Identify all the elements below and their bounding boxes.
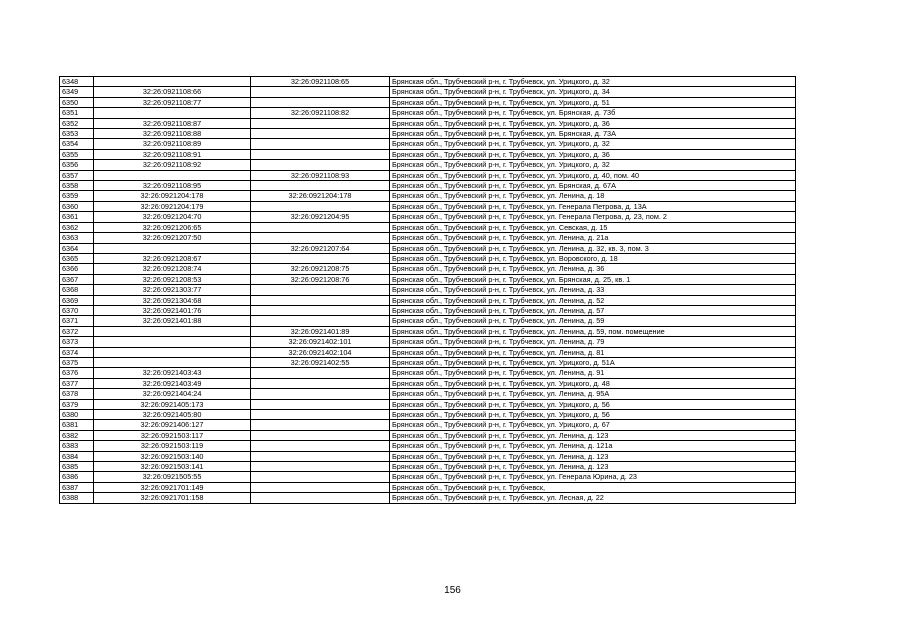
row-number-cell: 6380 <box>60 410 94 420</box>
table-row <box>60 181 796 191</box>
building-cadastral-cell <box>251 368 390 378</box>
building-cadastral-cell <box>251 316 390 326</box>
building-cadastral-cell <box>251 139 390 149</box>
address-cell: Брянская обл., Трубчевский р-н, г. Трубчевск, <box>390 482 796 492</box>
land-cadastral-cell: 32:26:0921206:65 <box>94 222 251 232</box>
address-cell: Брянская обл., Трубчевский р-н, г. Трубчевск, ул. Урицкого, д. 56 <box>390 410 796 420</box>
row-number-cell: 6353 <box>60 129 94 139</box>
table-row <box>60 389 796 399</box>
land-cadastral-cell: 32:26:0921405:80 <box>94 410 251 420</box>
address-cell: Брянская обл., Трубчевский р-н, г. Трубчевск, ул. Ленина, д. 52 <box>390 295 796 305</box>
table-row <box>60 285 796 295</box>
row-number-cell: 6374 <box>60 347 94 357</box>
building-cadastral-cell: 32:26:0921108:65 <box>251 77 390 87</box>
land-cadastral-cell: 32:26:0921108:88 <box>94 129 251 139</box>
row-number-cell: 6367 <box>60 274 94 284</box>
row-number-cell: 6373 <box>60 337 94 347</box>
row-number-cell: 6377 <box>60 378 94 388</box>
table-row <box>60 97 796 107</box>
building-cadastral-cell <box>251 420 390 430</box>
row-number-cell: 6375 <box>60 357 94 367</box>
land-cadastral-cell: 32:26:0921505:55 <box>94 472 251 482</box>
row-number-cell: 6364 <box>60 243 94 253</box>
land-cadastral-cell: 32:26:0921503:141 <box>94 462 251 472</box>
table-row <box>60 357 796 367</box>
land-cadastral-cell: 32:26:0921304:68 <box>94 295 251 305</box>
table-row <box>60 420 796 430</box>
building-cadastral-cell: 32:26:0921204:178 <box>251 191 390 201</box>
land-cadastral-cell: 32:26:0921404:24 <box>94 389 251 399</box>
row-number-cell: 6379 <box>60 399 94 409</box>
address-cell: Брянская обл., Трубчевский р-н, г. Трубчевск, ул. Урицкого, д. 36 <box>390 149 796 159</box>
row-number-cell: 6356 <box>60 160 94 170</box>
building-cadastral-cell <box>251 493 390 503</box>
land-cadastral-cell: 32:26:0921701:158 <box>94 493 251 503</box>
land-cadastral-cell: 32:26:0921108:92 <box>94 160 251 170</box>
address-cell: Брянская обл., Трубчевский р-н, г. Трубчевск, ул. Ленина, д. 91 <box>390 368 796 378</box>
address-cell: Брянская обл., Трубчевский р-н, г. Трубчевск, ул. Ленина, д. 18 <box>390 191 796 201</box>
building-cadastral-cell <box>251 253 390 263</box>
address-cell: Брянская обл., Трубчевский р-н, г. Трубчевск, ул. Ленина, д. 81 <box>390 347 796 357</box>
address-cell: Брянская обл., Трубчевский р-н, г. Трубчевск, ул. Ленина, д. 57 <box>390 305 796 315</box>
address-cell: Брянская обл., Трубчевский р-н, г. Трубчевск, ул. Лесная, д. 22 <box>390 493 796 503</box>
address-cell: Брянская обл., Трубчевский р-н, г. Трубчевск, ул. Ленина, д. 36 <box>390 264 796 274</box>
row-number-cell: 6348 <box>60 77 94 87</box>
table-row <box>60 378 796 388</box>
table-row <box>60 337 796 347</box>
address-cell: Брянская обл., Трубчевский р-н, г. Трубчевск, ул. Урицкого, д. 32 <box>390 139 796 149</box>
building-cadastral-cell <box>251 399 390 409</box>
land-cadastral-cell: 32:26:0921208:67 <box>94 253 251 263</box>
building-cadastral-cell <box>251 430 390 440</box>
page-number: 156 <box>444 585 461 596</box>
row-number-cell: 6381 <box>60 420 94 430</box>
row-number-cell: 6359 <box>60 191 94 201</box>
row-number-cell: 6372 <box>60 326 94 336</box>
row-number-cell: 6382 <box>60 430 94 440</box>
table-row <box>60 264 796 274</box>
land-cadastral-cell: 32:26:0921204:178 <box>94 191 251 201</box>
table-row <box>60 191 796 201</box>
table-row <box>60 347 796 357</box>
land-cadastral-cell: 32:26:0921701:149 <box>94 482 251 492</box>
table-row <box>60 212 796 222</box>
row-number-cell: 6388 <box>60 493 94 503</box>
building-cadastral-cell <box>251 451 390 461</box>
address-cell: Брянская обл., Трубчевский р-н, г. Трубчевск, ул. Урицкого, д. 32 <box>390 77 796 87</box>
land-cadastral-cell: 32:26:0921208:74 <box>94 264 251 274</box>
row-number-cell: 6384 <box>60 451 94 461</box>
table-row <box>60 139 796 149</box>
land-cadastral-cell: 32:26:0921108:66 <box>94 87 251 97</box>
address-cell: Брянская обл., Трубчевский р-н, г. Трубчевск, ул. Урицкого, д. 56 <box>390 399 796 409</box>
table-row <box>60 87 796 97</box>
row-number-cell: 6386 <box>60 472 94 482</box>
land-cadastral-cell <box>94 357 251 367</box>
table-row <box>60 253 796 263</box>
registry-table <box>59 76 796 504</box>
land-cadastral-cell: 32:26:0921403:49 <box>94 378 251 388</box>
land-cadastral-cell <box>94 170 251 180</box>
table-row <box>60 316 796 326</box>
building-cadastral-cell <box>251 410 390 420</box>
building-cadastral-cell <box>251 160 390 170</box>
address-cell: Брянская обл., Трубчевский р-н, г. Трубчевск, ул. Ленина, д. 79 <box>390 337 796 347</box>
table-row <box>60 326 796 336</box>
row-number-cell: 6355 <box>60 149 94 159</box>
land-cadastral-cell <box>94 337 251 347</box>
address-cell: Брянская обл., Трубчевский р-н, г. Трубчевск, ул. Ленина, д. 95А <box>390 389 796 399</box>
land-cadastral-cell <box>94 77 251 87</box>
address-cell: Брянская обл., Трубчевский р-н, г. Трубчевск, ул. Урицкого, д. 36 <box>390 118 796 128</box>
table-row <box>60 462 796 472</box>
row-number-cell: 6362 <box>60 222 94 232</box>
table-row <box>60 170 796 180</box>
row-number-cell: 6354 <box>60 139 94 149</box>
land-cadastral-cell: 32:26:0921208:53 <box>94 274 251 284</box>
land-cadastral-cell <box>94 326 251 336</box>
row-number-cell: 6369 <box>60 295 94 305</box>
table-row <box>60 399 796 409</box>
row-number-cell: 6378 <box>60 389 94 399</box>
table-row <box>60 274 796 284</box>
land-cadastral-cell <box>94 347 251 357</box>
land-cadastral-cell: 32:26:0921204:70 <box>94 212 251 222</box>
address-cell: Брянская обл., Трубчевский р-н, г. Трубчевск, ул. Урицкого, д. 48 <box>390 378 796 388</box>
table-row <box>60 493 796 503</box>
address-cell: Брянская обл., Трубчевский р-н, г. Трубчевск, ул. Генерала Юрина, д. 23 <box>390 472 796 482</box>
building-cadastral-cell: 32:26:0921108:82 <box>251 108 390 118</box>
building-cadastral-cell <box>251 233 390 243</box>
land-cadastral-cell <box>94 243 251 253</box>
building-cadastral-cell: 32:26:0921402:104 <box>251 347 390 357</box>
building-cadastral-cell <box>251 305 390 315</box>
building-cadastral-cell: 32:26:0921108:93 <box>251 170 390 180</box>
building-cadastral-cell <box>251 149 390 159</box>
land-cadastral-cell: 32:26:0921204:179 <box>94 201 251 211</box>
table-row <box>60 441 796 451</box>
address-cell: Брянская обл., Трубчевский р-н, г. Трубчевск, ул. Ленина, д. 33 <box>390 285 796 295</box>
building-cadastral-cell <box>251 389 390 399</box>
address-cell: Брянская обл., Трубчевский р-н, г. Трубчевск, ул. Ленина, д. 21а <box>390 233 796 243</box>
building-cadastral-cell: 32:26:0921204:95 <box>251 212 390 222</box>
building-cadastral-cell: 32:26:0921401:89 <box>251 326 390 336</box>
row-number-cell: 6366 <box>60 264 94 274</box>
building-cadastral-cell <box>251 482 390 492</box>
row-number-cell: 6349 <box>60 87 94 97</box>
address-cell: Брянская обл., Трубчевский р-н, г. Трубчевск, ул. Ленина, д. 59, пом. помещение <box>390 326 796 336</box>
building-cadastral-cell: 32:26:0921208:75 <box>251 264 390 274</box>
land-cadastral-cell: 32:26:0921405:173 <box>94 399 251 409</box>
row-number-cell: 6363 <box>60 233 94 243</box>
address-cell: Брянская обл., Трубчевский р-н, г. Трубчевск, ул. Генерала Петрова, д. 13А <box>390 201 796 211</box>
table-row <box>60 233 796 243</box>
row-number-cell: 6383 <box>60 441 94 451</box>
table-row <box>60 160 796 170</box>
building-cadastral-cell <box>251 472 390 482</box>
building-cadastral-cell <box>251 222 390 232</box>
land-cadastral-cell <box>94 108 251 118</box>
address-cell: Брянская обл., Трубчевский р-н, г. Трубчевск, ул. Брянская, д. 25, кв. 1 <box>390 274 796 284</box>
building-cadastral-cell <box>251 378 390 388</box>
land-cadastral-cell: 32:26:0921207:50 <box>94 233 251 243</box>
land-cadastral-cell: 32:26:0921108:95 <box>94 181 251 191</box>
row-number-cell: 6368 <box>60 285 94 295</box>
table-row <box>60 201 796 211</box>
land-cadastral-cell: 32:26:0921401:76 <box>94 305 251 315</box>
land-cadastral-cell: 32:26:0921401:88 <box>94 316 251 326</box>
table-row <box>60 118 796 128</box>
building-cadastral-cell <box>251 181 390 191</box>
address-cell: Брянская обл., Трубчевский р-н, г. Трубчевск, ул. Ленина, д. 123 <box>390 451 796 461</box>
address-cell: Брянская обл., Трубчевский р-н, г. Трубчевск, ул. Урицкого, д. 51А <box>390 357 796 367</box>
land-cadastral-cell: 32:26:0921303:77 <box>94 285 251 295</box>
row-number-cell: 6357 <box>60 170 94 180</box>
building-cadastral-cell <box>251 295 390 305</box>
table-row <box>60 77 796 87</box>
building-cadastral-cell <box>251 97 390 107</box>
address-cell: Брянская обл., Трубчевский р-н, г. Трубчевск, ул. Урицкого, д. 51 <box>390 97 796 107</box>
land-cadastral-cell: 32:26:0921108:91 <box>94 149 251 159</box>
address-cell: Брянская обл., Трубчевский р-н, г. Трубчевск, ул. Севская, д. 15 <box>390 222 796 232</box>
table-row <box>60 108 796 118</box>
row-number-cell: 6358 <box>60 181 94 191</box>
address-cell: Брянская обл., Трубчевский р-н, г. Трубчевск, ул. Ленина, д. 123 <box>390 430 796 440</box>
address-cell: Брянская обл., Трубчевский р-н, г. Трубчевск, ул. Урицкого, д. 40, пом. 40 <box>390 170 796 180</box>
address-cell: Брянская обл., Трубчевский р-н, г. Трубчевск, ул. Урицкого, д. 34 <box>390 87 796 97</box>
row-number-cell: 6371 <box>60 316 94 326</box>
row-number-cell: 6361 <box>60 212 94 222</box>
building-cadastral-cell <box>251 201 390 211</box>
address-cell: Брянская обл., Трубчевский р-н, г. Трубчевск, ул. Брянская, д. 73б <box>390 108 796 118</box>
table-row <box>60 295 796 305</box>
land-cadastral-cell: 32:26:0921503:119 <box>94 441 251 451</box>
building-cadastral-cell: 32:26:0921402:55 <box>251 357 390 367</box>
table-row <box>60 472 796 482</box>
row-number-cell: 6376 <box>60 368 94 378</box>
address-cell: Брянская обл., Трубчевский р-н, г. Трубчевск, ул. Ленина, д. 121а <box>390 441 796 451</box>
table-row <box>60 305 796 315</box>
row-number-cell: 6360 <box>60 201 94 211</box>
land-cadastral-cell: 32:26:0921503:140 <box>94 451 251 461</box>
building-cadastral-cell <box>251 285 390 295</box>
table-row <box>60 222 796 232</box>
address-cell: Брянская обл., Трубчевский р-н, г. Трубчевск, ул. Урицкого, д. 67 <box>390 420 796 430</box>
registry-table-body <box>60 77 796 504</box>
building-cadastral-cell <box>251 118 390 128</box>
table-row <box>60 243 796 253</box>
row-number-cell: 6385 <box>60 462 94 472</box>
address-cell: Брянская обл., Трубчевский р-н, г. Трубчевск, ул. Брянская, д. 73А <box>390 129 796 139</box>
building-cadastral-cell: 32:26:0921207:64 <box>251 243 390 253</box>
land-cadastral-cell: 32:26:0921108:89 <box>94 139 251 149</box>
table-row <box>60 451 796 461</box>
address-cell: Брянская обл., Трубчевский р-н, г. Трубчевск, ул. Урицкого, д. 32 <box>390 160 796 170</box>
building-cadastral-cell: 32:26:0921208:76 <box>251 274 390 284</box>
building-cadastral-cell <box>251 87 390 97</box>
table-row <box>60 129 796 139</box>
building-cadastral-cell <box>251 462 390 472</box>
table-row <box>60 410 796 420</box>
address-cell: Брянская обл., Трубчевский р-н, г. Трубчевск, ул. Ленина, д. 59 <box>390 316 796 326</box>
land-cadastral-cell: 32:26:0921108:77 <box>94 97 251 107</box>
address-cell: Брянская обл., Трубчевский р-н, г. Трубчевск, ул. Ленина, д. 123 <box>390 462 796 472</box>
land-cadastral-cell: 32:26:0921403:43 <box>94 368 251 378</box>
building-cadastral-cell <box>251 441 390 451</box>
address-cell: Брянская обл., Трубчевский р-н, г. Трубчевск, ул. Воровского, д. 18 <box>390 253 796 263</box>
row-number-cell: 6365 <box>60 253 94 263</box>
table-row <box>60 482 796 492</box>
row-number-cell: 6350 <box>60 97 94 107</box>
row-number-cell: 6370 <box>60 305 94 315</box>
land-cadastral-cell: 32:26:0921503:117 <box>94 430 251 440</box>
address-cell: Брянская обл., Трубчевский р-н, г. Трубчевск, ул. Ленина, д. 32, кв. 3, пом. 3 <box>390 243 796 253</box>
land-cadastral-cell: 32:26:0921406:127 <box>94 420 251 430</box>
table-row <box>60 368 796 378</box>
table-row <box>60 430 796 440</box>
row-number-cell: 6351 <box>60 108 94 118</box>
address-cell: Брянская обл., Трубчевский р-н, г. Трубчевск, ул. Брянская, д. 67А <box>390 181 796 191</box>
building-cadastral-cell: 32:26:0921402:101 <box>251 337 390 347</box>
land-cadastral-cell: 32:26:0921108:87 <box>94 118 251 128</box>
building-cadastral-cell <box>251 129 390 139</box>
row-number-cell: 6387 <box>60 482 94 492</box>
address-cell: Брянская обл., Трубчевский р-н, г. Трубчевск, ул. Генерала Петрова, д. 23, пом. 2 <box>390 212 796 222</box>
table-row <box>60 149 796 159</box>
row-number-cell: 6352 <box>60 118 94 128</box>
